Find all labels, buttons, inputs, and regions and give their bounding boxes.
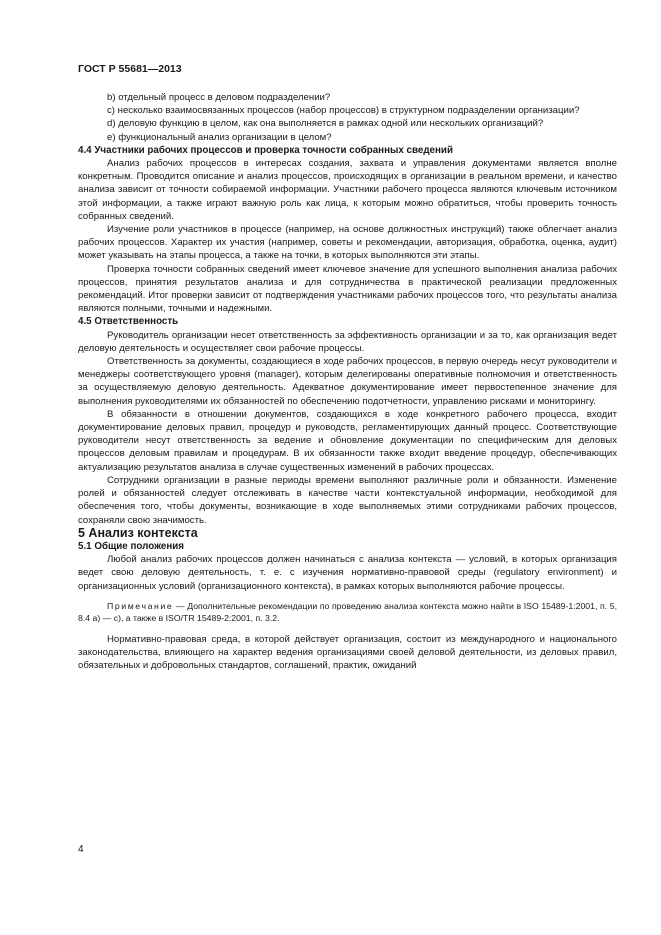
list-item-d: d) деловую функцию в целом, как она выполняется в рамках одной или нескольких организаций? [107, 118, 544, 130]
document-header: ГОСТ Р 55681—2013 [78, 63, 182, 75]
section-4-5-heading: 4.5 Ответственность [78, 316, 179, 328]
section-4-5-paragraph: В обязанности в отношении документов, создающихся в ходе конкретного рабочего процесса, входит документирование деловых правил, процедур и руководств, регламентирующих данный процесс. Соответствующие руководители несут ответственность за ведение и обновление документации по специфическим для деловых процессов деловым правилам и процедурам. В их обязанности также входит введение процедур, обеспечивающих актуализацию результатов анализа в случае существенных изменений в рабочих процессах. [78, 408, 617, 473]
section-4-4-heading: 4.4 Участники рабочих процессов и проверка точности собранных сведений [78, 144, 453, 156]
section-4-5-paragraph: Сотрудники организации в разные периоды времени выполняют различные роли и обязанности. Изменение ролей и обязанностей следует отслеживать в качестве части контекстуальной информации, необходимой для обеспечения того, чтобы документы, возникающие в ходе выполняемых этими сотрудниками рабочих процессов, сохраняли свою значимость. [78, 474, 617, 526]
note-label: Примечание [107, 600, 174, 611]
section-5-1-paragraph: Любой анализ рабочих процессов должен начинаться с анализа контекста — условий, в которых организация ведет свою деловую деятельность, т. е. с изучения нормативно-правовой среды (regulatory environment) и организационных условий (организационного контекста), в рамках которых выполняются рабочие процессы. [78, 554, 617, 592]
section-4-4-paragraph: Проверка точности собранных сведений имеет ключевое значение для успешного выполнения анализа рабочих процессов, принятия результатов анализа и для сотрудничества в практической реализации предложенных рекомендаций. Итог проверки зависит от подтверждения участниками рабочих процессов того, что результаты анализа являются полными, точными и надежными. [78, 263, 617, 315]
note [78, 600, 617, 624]
list-item-b: b) отдельный процесс в деловом подразделении? [107, 92, 331, 103]
section-5-1-heading: 5.1 Общие положения [78, 540, 185, 552]
section-5-1-paragraph: Нормативно-правовая среда, в которой действует организация, состоит из международного и национального законодательства, влияющего на характер ведения организациями своей деловой деятельности, из деловых правил, обязательных и добровольных стандартов, соглашений, практик, ожиданий [78, 633, 617, 672]
section-4-4-paragraph: Изучение роли участников в процессе (например, на основе должностных инструкций) также облегчает анализ рабочих процессов. Характер их участия (например, советы и рекомендации, авторизация, обработка, оценка, аудит) может указывать на этапы процесса, а также на точки, в которых выполняются эти этапы. [78, 224, 617, 262]
list-item-c: c) несколько взаимосвязанных процессов (набор процессов) в структурном подразделении организации? [107, 105, 580, 117]
section-4-4-paragraph: Анализ рабочих процессов в интересах создания, захвата и управления документами является вполне конкретным. Проводится описание и анализ процессов, происходящих в организации в реальном времени, и качество анализа зависит от точности собираемой информации. Участники рабочего процесса являются ключевым источником этой информации, а также играют важную роль как лица, к которым можно обратиться, чтобы проверить точность собранных сведений. [78, 158, 617, 222]
list-item-e: e) функциональный анализ организации в целом? [107, 131, 332, 143]
page-content [78, 91, 617, 672]
section-5-heading: 5 Анализ контекста [78, 525, 198, 540]
note-text: — Дополнительные рекомендации по проведению анализа контекста можно найти в ISO 15489-1:2001, п. 5, 8.4 a) — c), а также в ISO/TR 15489-2:2001, п. 3.2. [78, 600, 617, 623]
section-4-5-paragraph: Руководитель организации несет ответственность за эффективность организации и за то, как организация ведет деловую деятельность и осуществляет свои рабочие процессы. [78, 329, 617, 354]
section-4-5-paragraph: Ответственность за документы, создающиеся в ходе рабочих процессов, в первую очередь несут руководители и менеджеры соответствующего уровня (manager), которым делегированы оперативные полномочия и ответственность за осуществляемую деловую деятельность. Адекватное документирование имеет первостепенное значение для выполнения руководителями их обязанностей по обеспечению подотчетности, управлению рисками и мониторингу. [78, 356, 617, 407]
page-number: 4 [78, 844, 84, 855]
question-list [78, 91, 617, 144]
